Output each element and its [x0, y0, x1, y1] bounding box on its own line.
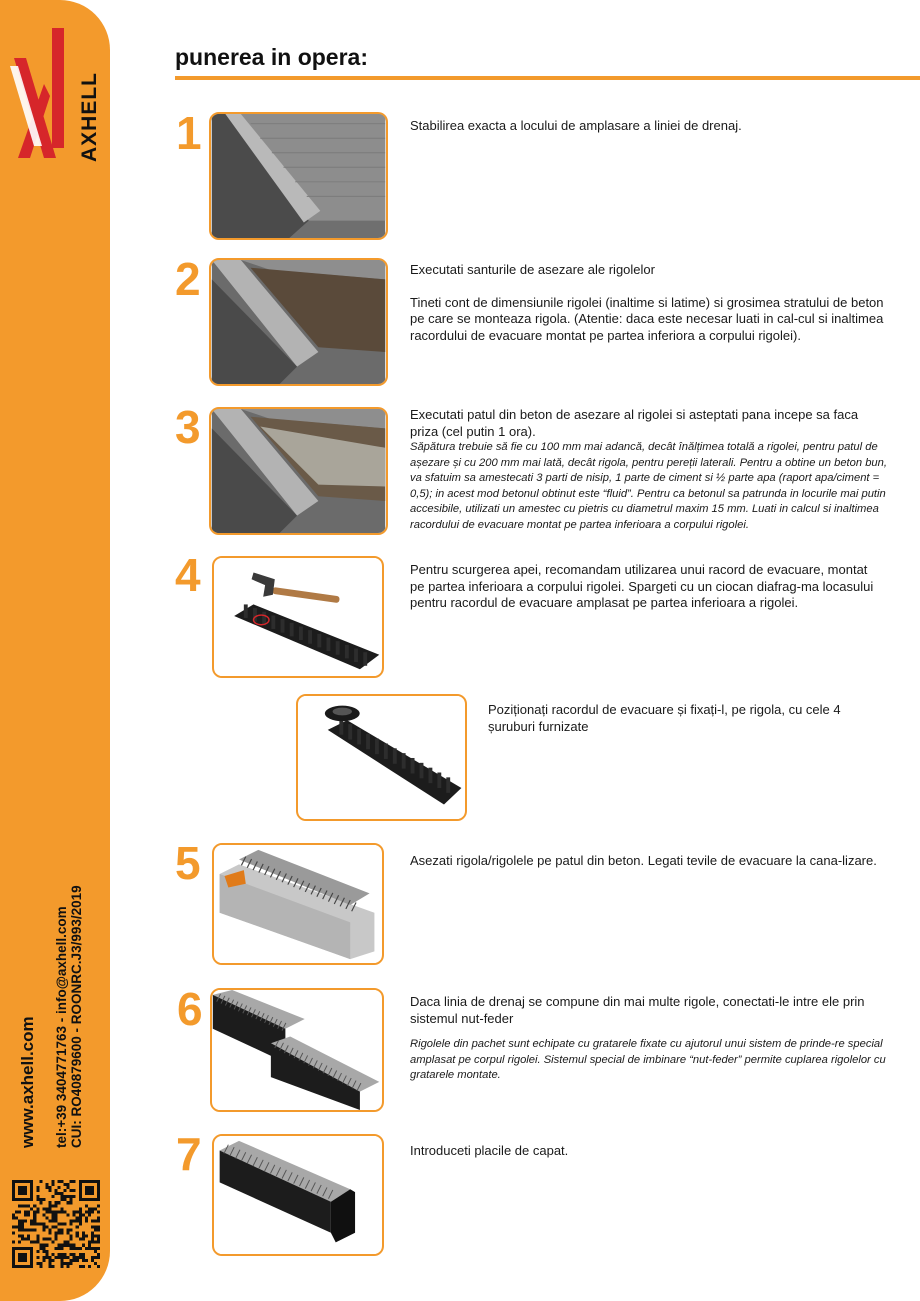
outlet-fitting-image-icon [298, 696, 465, 819]
channel-on-concrete-image-icon [214, 845, 382, 963]
step-7-text: Introduceti placile de capat. [410, 1143, 569, 1158]
step-4b-image [296, 694, 467, 821]
step-3-number: 3 [175, 401, 201, 453]
step-4-image [212, 556, 384, 678]
step-2-image [209, 258, 388, 386]
step-2-text: Executati santurile de asezare ale rigolelor Tineti cont de dimensiunile rigolei (inaltime si latime) si grosimea stratului de beton pe care se monteaza rigola. (Atentie: daca este necesar luati in cal-cul si inaltimea racordului de evacuare montat pe partea inferiora a corpului rigolei). [410, 262, 884, 343]
step-3-text: Executati patul din beton de asezare al rigolei si asteptati pana incepe sa faca priza (cel putin 1 ora). Săpătura trebuie să fie cu 100 mm mai adancă, decât înălțimea totală a rigolei, pentru patul de așezare și cu 200 mm mai lată, decât rigola, pentru pereții laterali. Pentru a obtine un beton bun, va sfatuim sa amestecati 3 parti de nisip, 1 parte de ciment si ½ parte apa (raport apa/ciment = 0,5); in acest mod betonul obtinut este “fluid”. Pentru ca betonul sa patrunda in locurile mai putin accesibile, utilizati un amestec cu pietris cu diametrul maxim 15 mm. Luati in calcul si inaltimea racordului de evacuare montat pe partea inferioara a corpului rigolei. [410, 407, 887, 531]
trench-photo-icon [211, 260, 386, 384]
paved-curb-photo-icon [211, 114, 386, 238]
step-7-image [212, 1134, 384, 1256]
logo-text: AXHELL [78, 72, 101, 162]
concrete-bed-photo-icon [211, 409, 386, 533]
end-cap-channel-image-icon [214, 1136, 382, 1254]
title-divider [175, 76, 920, 80]
step-1-text: Stabilirea exacta a locului de amplasare a liniei de drenaj. [410, 118, 742, 133]
contact-line-1: tel:+39 3404771763 - info@axhell.com [54, 906, 69, 1148]
step-7-number: 7 [176, 1128, 202, 1180]
step-6-image [210, 988, 384, 1112]
step-6-text: Daca linia de drenaj se compune din mai multe rigole, conectati-le intre ele prin sistemul nut-feder Rigolele din pachet sunt echipate cu gratarele fixate cu ajutorul unui sistem de prinde-re special amplasat pe corpul rigolei. Sistemul special de imbinare “nut-feder” permite cuplarea rigolelor cu gratarele montate. [410, 994, 886, 1081]
step-1-image [209, 112, 388, 240]
step-5-text: Asezati rigola/rigolele pe patul din beton. Legati tevile de evacuare la cana-lizare. [410, 853, 877, 868]
step-5-image [212, 843, 384, 965]
contact-info [54, 885, 84, 1148]
page-title: punerea in opera: [175, 44, 368, 70]
website-link[interactable]: www.axhell.com [18, 1016, 37, 1148]
contact-line-2: CUI: RO40879600 - ROONRC.J3/993/2019 [69, 885, 84, 1148]
step-2-number: 2 [175, 253, 201, 305]
step-4b-text: Poziționați racordul de evacuare și fixați-l, pe rigola, cu cele 4 șuruburi furnizate [488, 702, 841, 734]
qr-code-icon[interactable] [12, 1180, 100, 1268]
step-5-number: 5 [175, 837, 201, 889]
step-3-image [209, 407, 388, 535]
hammer-channel-image-icon [214, 558, 382, 676]
step-1-number: 1 [176, 107, 202, 159]
step-4-text: Pentru scurgerea apei, recomandam utilizarea unui racord de evacuare, montat pe partea inferioara a corpului rigolei. Spargeti cu un ciocan diafrag-ma locasului pentru racordul de evacuare amplasat pe partea inferioara a rigolei. [410, 562, 874, 610]
brand-sidebar [0, 0, 110, 1301]
step-4-number: 4 [175, 549, 201, 601]
step-6-number: 6 [177, 983, 203, 1035]
joined-channels-image-icon [212, 990, 382, 1110]
